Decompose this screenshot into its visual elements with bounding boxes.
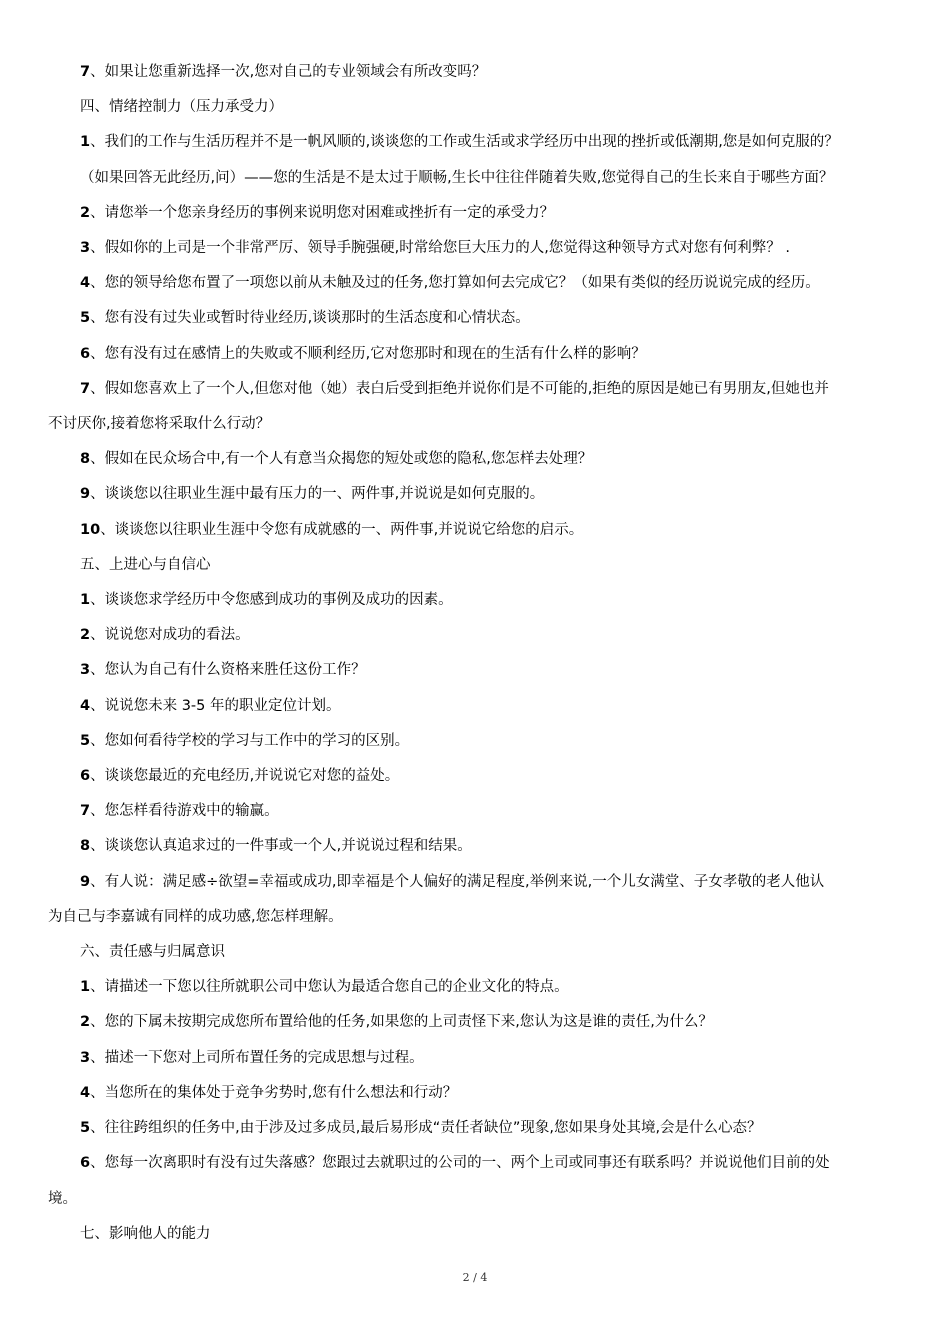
question-number: 6 (80, 1155, 91, 1172)
question-item (48, 1005, 904, 1040)
question-text: 、假如在民众场合中,有一个人有意当众揭您的短处或您的隐私,您怎样去处理？ (90, 451, 593, 468)
question-number: 10 (80, 521, 101, 538)
question-item (48, 759, 904, 794)
question-text: 、请您举一个您亲身经历的事例来说明您对困难或挫折有一定的承受力？ (90, 204, 555, 221)
question-number: 2 (80, 627, 91, 644)
question-number: 7 (80, 803, 91, 820)
question-item (48, 724, 904, 759)
question-text: 、您每一次离职时有没有过失落感？您跟过去就职过的公司的一、两个上司或同事还有联系吗？并说说他们目前的处 (90, 1155, 830, 1172)
section-heading: 六、责任感与归属意识 (80, 944, 225, 961)
question-number: 9 (80, 873, 91, 890)
question-number: 4 (80, 275, 91, 292)
question-number: 1 (80, 592, 91, 609)
section-heading: 七、影响他人的能力 (80, 1225, 211, 1242)
question-text: 、您有没有过失业或暂时待业经历,谈谈那时的生活态度和心情状态。 (90, 310, 530, 327)
question-number: 2 (80, 1014, 91, 1031)
section-heading: 五、上进心与自信心 (80, 556, 211, 573)
question-item (48, 618, 904, 653)
question-item (48, 231, 904, 266)
question-item (48, 55, 904, 90)
question-number: 3 (80, 662, 91, 679)
paragraph-line: （如果回答无此经历,问）——您的生活是不是太过于顺畅,生长中往往伴随着失败,您觉得自己的生长来自于哪些方面？ (80, 169, 834, 186)
paragraph-continuation: 境。 (48, 1190, 77, 1207)
question-number: 5 (80, 732, 91, 749)
question-text: 、有人说：满足感÷欲望=幸福或成功,即幸福是个人偏好的满足程度,举例来说,一个儿女满堂、子女孝敬的老人他认 (90, 873, 825, 890)
question-text: 、谈谈您最近的充电经历,并说说它对您的益处。 (90, 768, 400, 785)
question-item (48, 794, 904, 829)
question-text: 、假如你的上司是一个非常严厉、领导手腕强硬,时常给您巨大压力的人,您觉得这种领导方式对您有何利弊？ . (90, 240, 791, 257)
question-text: 、说说您对成功的看法。 (90, 627, 250, 644)
question-text: 、假如您喜欢上了一个人,但您对他（她）表白后受到拒绝并说你们是不可能的,拒绝的原因是她已有男朋友,但她也并 (90, 380, 829, 397)
question-item (48, 442, 904, 477)
question-text: 、说说您未来 3-5 年的职业定位计划。 (90, 697, 341, 714)
question-text: 、我们的工作与生活历程并不是一帆风顺的,谈谈您的工作或生活或求学经历中出现的挫折或低潮期,您是如何克服的？ (90, 134, 839, 151)
question-text: 、往往跨组织的任务中,由于涉及过多成员,最后易形成“责任者缺位”现象,您如果身处其境,会是什么心态？ (90, 1120, 762, 1137)
question-text: 、谈谈您以往职业生涯中最有压力的一、两件事,并说说是如何克服的。 (90, 486, 545, 503)
question-item (48, 266, 904, 301)
question-number: 2 (80, 204, 91, 221)
question-item (48, 477, 904, 512)
document-body (48, 55, 904, 1252)
question-number: 6 (80, 768, 91, 785)
question-item (48, 196, 904, 231)
question-text: 、如果让您重新选择一次,您对自己的专业领域会有所改变吗？ (90, 64, 487, 80)
question-number: 7 (80, 380, 91, 397)
question-item (48, 829, 904, 864)
question-number: 1 (80, 979, 91, 996)
question-item (48, 865, 904, 900)
question-item (48, 372, 904, 407)
question-text: 、您如何看待学校的学习与工作中的学习的区别。 (90, 732, 410, 749)
question-item (48, 1111, 904, 1146)
question-item (48, 583, 904, 618)
question-text: 、您有没有过在感情上的失败或不顺利经历,它对您那时和现在的生活有什么样的影响？ (90, 345, 646, 362)
question-number: 5 (80, 310, 91, 327)
question-number: 8 (80, 451, 91, 468)
question-item (48, 689, 904, 724)
question-number: 4 (80, 697, 91, 714)
section-heading: 四、情绪控制力（压力承受力） (80, 99, 283, 116)
question-number: 6 (80, 345, 91, 362)
question-item (48, 301, 904, 336)
question-item (48, 1041, 904, 1076)
question-number: 8 (80, 838, 91, 855)
question-item (48, 970, 904, 1005)
question-text: 、谈谈您以往职业生涯中令您有成就感的一、两件事,并说说它给您的启示。 (100, 521, 584, 538)
question-number: 7 (80, 64, 91, 80)
question-text: 、您怎样看待游戏中的输赢。 (90, 803, 279, 820)
question-number: 3 (80, 1049, 91, 1066)
question-text: 、您的下属未按期完成您所布置给他的任务,如果您的上司责怪下来,您认为这是谁的责任,为什么？ (90, 1014, 713, 1031)
question-item (48, 1076, 904, 1111)
question-item (48, 513, 904, 548)
question-text: 、您的领导给您布置了一项您以前从未触及过的任务,您打算如何去完成它？（如果有类似的经历说说完成的经历。 (90, 275, 820, 292)
question-number: 3 (80, 240, 91, 257)
question-number: 5 (80, 1120, 91, 1137)
page-number: 2 / 4 (462, 1271, 488, 1284)
question-item (48, 1146, 904, 1181)
question-text: 、描述一下您对上司所布置任务的完成思想与过程。 (90, 1049, 424, 1066)
question-number: 1 (80, 134, 91, 151)
question-text: 、您认为自己有什么资格来胜任这份工作？ (90, 662, 366, 679)
question-number: 9 (80, 486, 91, 503)
question-text: 、当您所在的集体处于竞争劣势时,您有什么想法和行动？ (90, 1084, 458, 1101)
question-item (48, 125, 904, 160)
paragraph-continuation: 为自己与李嘉诚有同样的成功感,您怎样理解。 (48, 908, 343, 925)
question-text: 、谈谈您认真追求过的一件事或一个人,并说说过程和结果。 (90, 838, 472, 855)
question-number: 4 (80, 1084, 91, 1101)
question-item (48, 337, 904, 372)
question-text: 、请描述一下您以往所就职公司中您认为最适合您自己的企业文化的特点。 (90, 979, 569, 996)
question-item (48, 653, 904, 688)
question-text: 、谈谈您求学经历中令您感到成功的事例及成功的因素。 (90, 592, 453, 609)
paragraph-continuation: 不讨厌你,接着您将采取什么行动？ (48, 416, 271, 433)
